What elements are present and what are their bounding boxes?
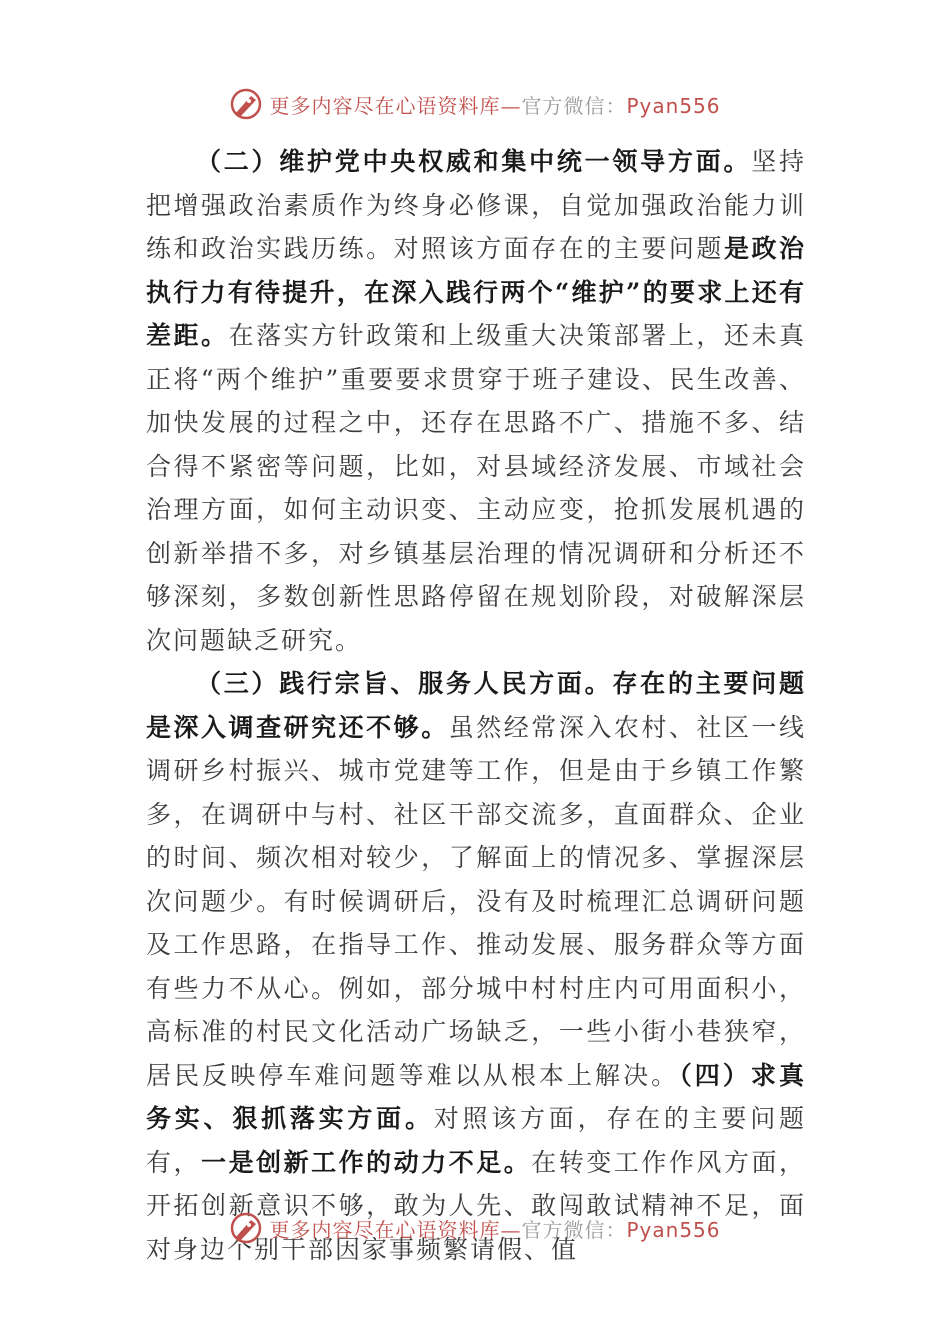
footer-watermark (0, 1206, 950, 1250)
key-problem-4: 一是创新工作的动力不足。 (201, 1147, 532, 1177)
document-body (146, 140, 806, 1271)
paragraph-3: （三）践行宗旨、服务人民方面。存在的主要问题是深入调查研究还不够。虽然经常深入农村、社区一线调研乡村振兴、城市党建等工作，但是由于乡镇工作繁多，在调研中与村、社区干部交流多，直面群众、企业的时间、频次相对较少，了解面上的情况多、掌握深层次问题少。有时候调研后，没有及时梳理汇总调研问题及工作思路，在指导工作、推动发展、服务群众等方面有些力不从心。例如，部分城中村村庄内可用面积小，高标准的村民文化活动广场缺乏，一些小街小巷狭窄，居民反映停车难问题等难以从根本上解决。（四）求真务实、狠抓落实方面。对照该方面，存在的主要问题有，一是创新工作的动力不足。在转变工作作风方面，开拓创新意识不够，敢为人先、敢闯敢试精神不足，面对身边个别干部因家事频繁请假、值 (146, 669, 806, 1264)
header-watermark (0, 82, 950, 126)
footer-text: 更多内容尽在心语资料库—官方微信：Pyan556 (269, 1217, 721, 1242)
header-text: 更多内容尽在心语资料库—官方微信：Pyan556 (269, 93, 721, 118)
section-heading-2: （二）维护党中央权威和集中统一领导方面。 (196, 147, 752, 176)
paragraph-2: （二）维护党中央权威和集中统一领导方面。坚持把增强政治素质作为终身必修课，自觉加强政治能力训练和政治实践历练。对照该方面存在的主要问题是政治执行力有待提升，在深入践行两个“维护”的要求上还有差距。在落实方针政策和上级重大决策部署上，还未真正将“两个维护”重要要求贯穿于班子建设、民生改善、加快发展的过程之中，还存在思路不广、措施不多、结合得不紧密等问题，比如，对县域经济发展、市域社会治理方面，如何主动识变、主动应变，抢抓发展机遇的创新举措不多，对乡镇基层治理的情况调研和分析还不够深刻，多数创新性思路停留在规划阶段，对破解深层次问题缺乏研究。 (146, 147, 806, 655)
section-heading-4: （四）求真务实、狠抓落实方面。 (146, 1060, 806, 1133)
pen-nib-circle-icon (229, 1211, 263, 1245)
section-heading-3: （三）践行宗旨、服务人民方面。存在的主要问题是深入调查研究还不够。 (146, 669, 806, 742)
pen-nib-circle-icon (229, 87, 263, 121)
key-problem-2: 是政治执行力有待提升，在深入践行两个“维护”的要求上还有差距。 (146, 234, 806, 350)
